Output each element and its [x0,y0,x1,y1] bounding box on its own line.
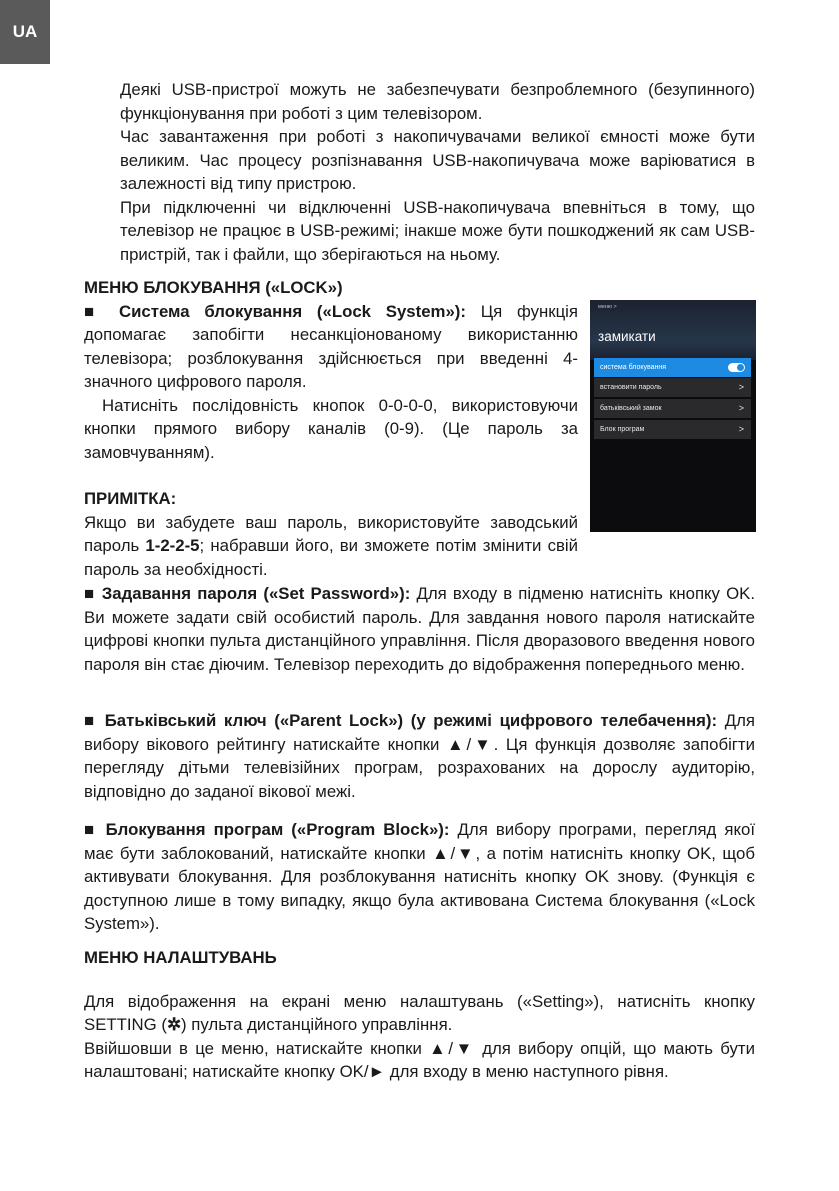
tv-item-label: встановити пароль [600,384,662,391]
settings-section [84,946,755,1084]
tv-item-lock-system[interactable] [594,358,751,377]
chevron-right-icon: > [738,403,744,413]
settings-text: Для відображення на екрані меню налаштувань («Setting»), натисніть кнопку SETTING ( [84,991,755,1034]
settings-heading: МЕНЮ НАЛАШТУВАНЬ [84,948,277,967]
tv-menu-header [590,300,756,360]
program-paragraph [84,818,755,936]
password-text: Для входу в підменю натисніть кнопку OK. Ви можете задати свій особистий пароль. Для завдання нового пароля натискайте цифрові кнопки пульта дистанційного управління. Після дворазового введення нового пароля він стає діючим. Телевізор переходить до відображення попереднього меню. [84,584,755,674]
tv-item-label: батьківський замок [600,405,662,412]
tv-item-label: система блокування [600,364,667,371]
intro-paragraph: Час завантаження при роботі з накопичувачами великої ємності може бути великим. Час процесу розпізнавання USB-накопичувача може варіюватися в залежності від типу пристрою. [120,127,755,193]
lock-system-text: Ця функція допомагає запобігти несанкціонованому використанню телевізора; розблокування здійснюється при введенні 4-значного цифрового пароля. [84,301,578,391]
parent-section [84,709,755,803]
tv-item-program-block[interactable] [594,420,751,439]
tv-item-parent-lock[interactable] [594,399,751,418]
spacer [84,464,578,487]
factory-code: 1-2-2-5 [145,536,200,555]
note-text-end: ; набравши його, ви зможете потім змінити свій пароль за необхідності. [84,536,578,579]
lock-system-title: ■ Система блокування («Lock System»): [84,301,466,321]
toggle-knob [737,364,744,371]
lock-system-paragraph-2: Натисніть послідовність кнопок 0-0-0-0, використовуючи кнопки прямого вибору каналів (0-9). (Це пароль за замовчуванням). [84,395,578,462]
parent-title: ■ Батьківський ключ («Parent Lock») (у режимі цифрового телебачення): [84,711,718,730]
intro-paragraph: Деякі USB-пристрої можуть не забезпечувати безпроблемного (безупинного) функціонування при роботі з цим телевізором. [120,80,755,123]
settings-paragraph-1 [84,990,755,1037]
tv-breadcrumb: меню > [598,304,617,310]
tv-item-label: Блок програм [600,426,645,433]
program-section [84,818,755,936]
note-text: Якщо ви забудете ваш пароль, використовуйте заводський пароль [84,512,578,555]
language-tab: UA [0,0,50,64]
chevron-right-icon: > [738,382,744,392]
settings-text-end: ) пульта дистанційного управління. [181,1015,453,1034]
password-title: ■ Задавання пароля («Set Password»): [84,584,411,603]
settings-paragraph-2: Ввійшовши в це меню, натискайте кнопки ▲/▼ для вибору опцій, що мають бути налаштовані; натискайте кнопку OK/► для входу в меню наступного рівня. [84,1038,755,1081]
tv-menu-title: замикати [598,329,656,344]
chevron-right-icon: > [738,424,744,434]
intro-block [84,78,755,266]
intro-paragraph: При підключенні чи відключенні USB-накопичувача впевніться в тому, що телевізор не працює в USB-режимі; інакше може бути пошкоджений як сам USB-пристрій, так і файли, що зберігаються на ньому. [120,197,755,264]
setting-gear-icon: ✲ [166,1015,182,1034]
lock-heading: МЕНЮ БЛОКУВАННЯ («LOCK») [84,278,343,297]
lock-system-paragraph [84,300,578,394]
program-title: ■ Блокування програм («Program Block»): [84,820,450,839]
toggle-switch[interactable] [728,363,745,372]
lock-text [84,300,578,582]
program-text: Для вибору програми, перегляд якої має бути заблокований, натискайте кнопки ▲/▼, а потім натисніть кнопку OK, щоб активувати блокування. Для розблокування натисніть кнопку OK знову. (Функція є доступною лише в тому випадку, якщо була активована Система блокування («Lock System»). [84,820,755,933]
parent-paragraph [84,709,755,803]
parent-text: Для вибору вікового рейтингу натискайте кнопки ▲/▼. Ця функція дозволяє запобігти перегляду дітьми телевізійних програм, розрахованих на дорослу аудиторію, відповідно до заданої вікової межі. [84,711,755,801]
tv-item-set-password[interactable] [594,378,751,397]
password-section [84,582,755,676]
note-paragraph [84,511,578,582]
note-heading: ПРИМІТКА: [84,489,177,508]
tv-lock-menu-screenshot [590,300,756,532]
password-paragraph [84,582,755,676]
